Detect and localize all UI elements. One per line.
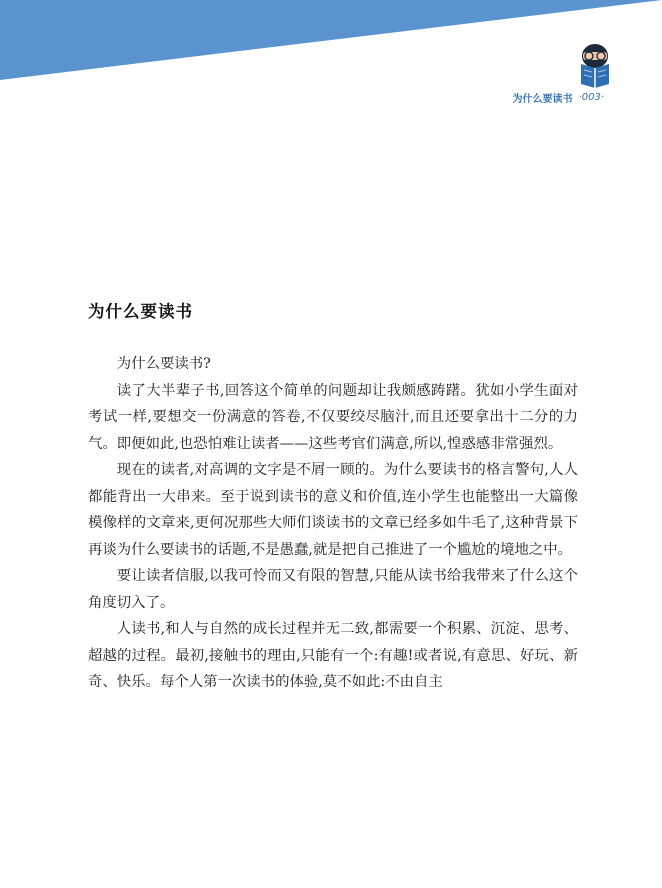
- paragraph: 要让读者信服,以我可怜而又有限的智慧,只能从读书给我带来了什么这个角度切入了。: [88, 568, 578, 611]
- body-text: [88, 351, 578, 696]
- running-title: 为什么要读书: [512, 94, 573, 105]
- chapter-title: 为什么要读书: [88, 302, 193, 321]
- paragraph: 为什么要读书?: [116, 356, 211, 372]
- paragraph: 读了大半辈子书,回答这个简单的问题却让我颇感踌躇。犹如小学生面对考试一样,要想交一份满意的答卷,不仅要绞尽脑汁,而且还要拿出十二分的力气。即便如此,也恐怕难让读者——这些考官们满意,所以,惶惑感非常强烈。: [88, 382, 578, 452]
- page-number: · 003 ·: [579, 92, 604, 103]
- paragraph: 人读书,和人与自然的成长过程并无二致,都需要一个积累、沉淀、思考、超越的过程。最初,接触书的理由,只能有一个:有趣!或者说,有意思、好玩、新奇、快乐。每个人第一次读书的体验,莫不如此:不由自主: [88, 621, 578, 690]
- running-header: [513, 90, 604, 105]
- reading-child-icon: [578, 42, 612, 88]
- paragraph: 现在的读者,对高调的文字是不屑一顾的。为什么要读书的格言警句,人人都能背出一大串来。至于说到读书的意义和价值,连小学生也能整出一大篇像模像样的文章来,更何况那些大师们谈读书的文章已经多如牛毛了,这种背景下再谈为什么要读书的话题,不是愚蠢,就是把自己推进了一个尴尬的境地之中。: [88, 462, 578, 558]
- header-banner: [0, 0, 662, 90]
